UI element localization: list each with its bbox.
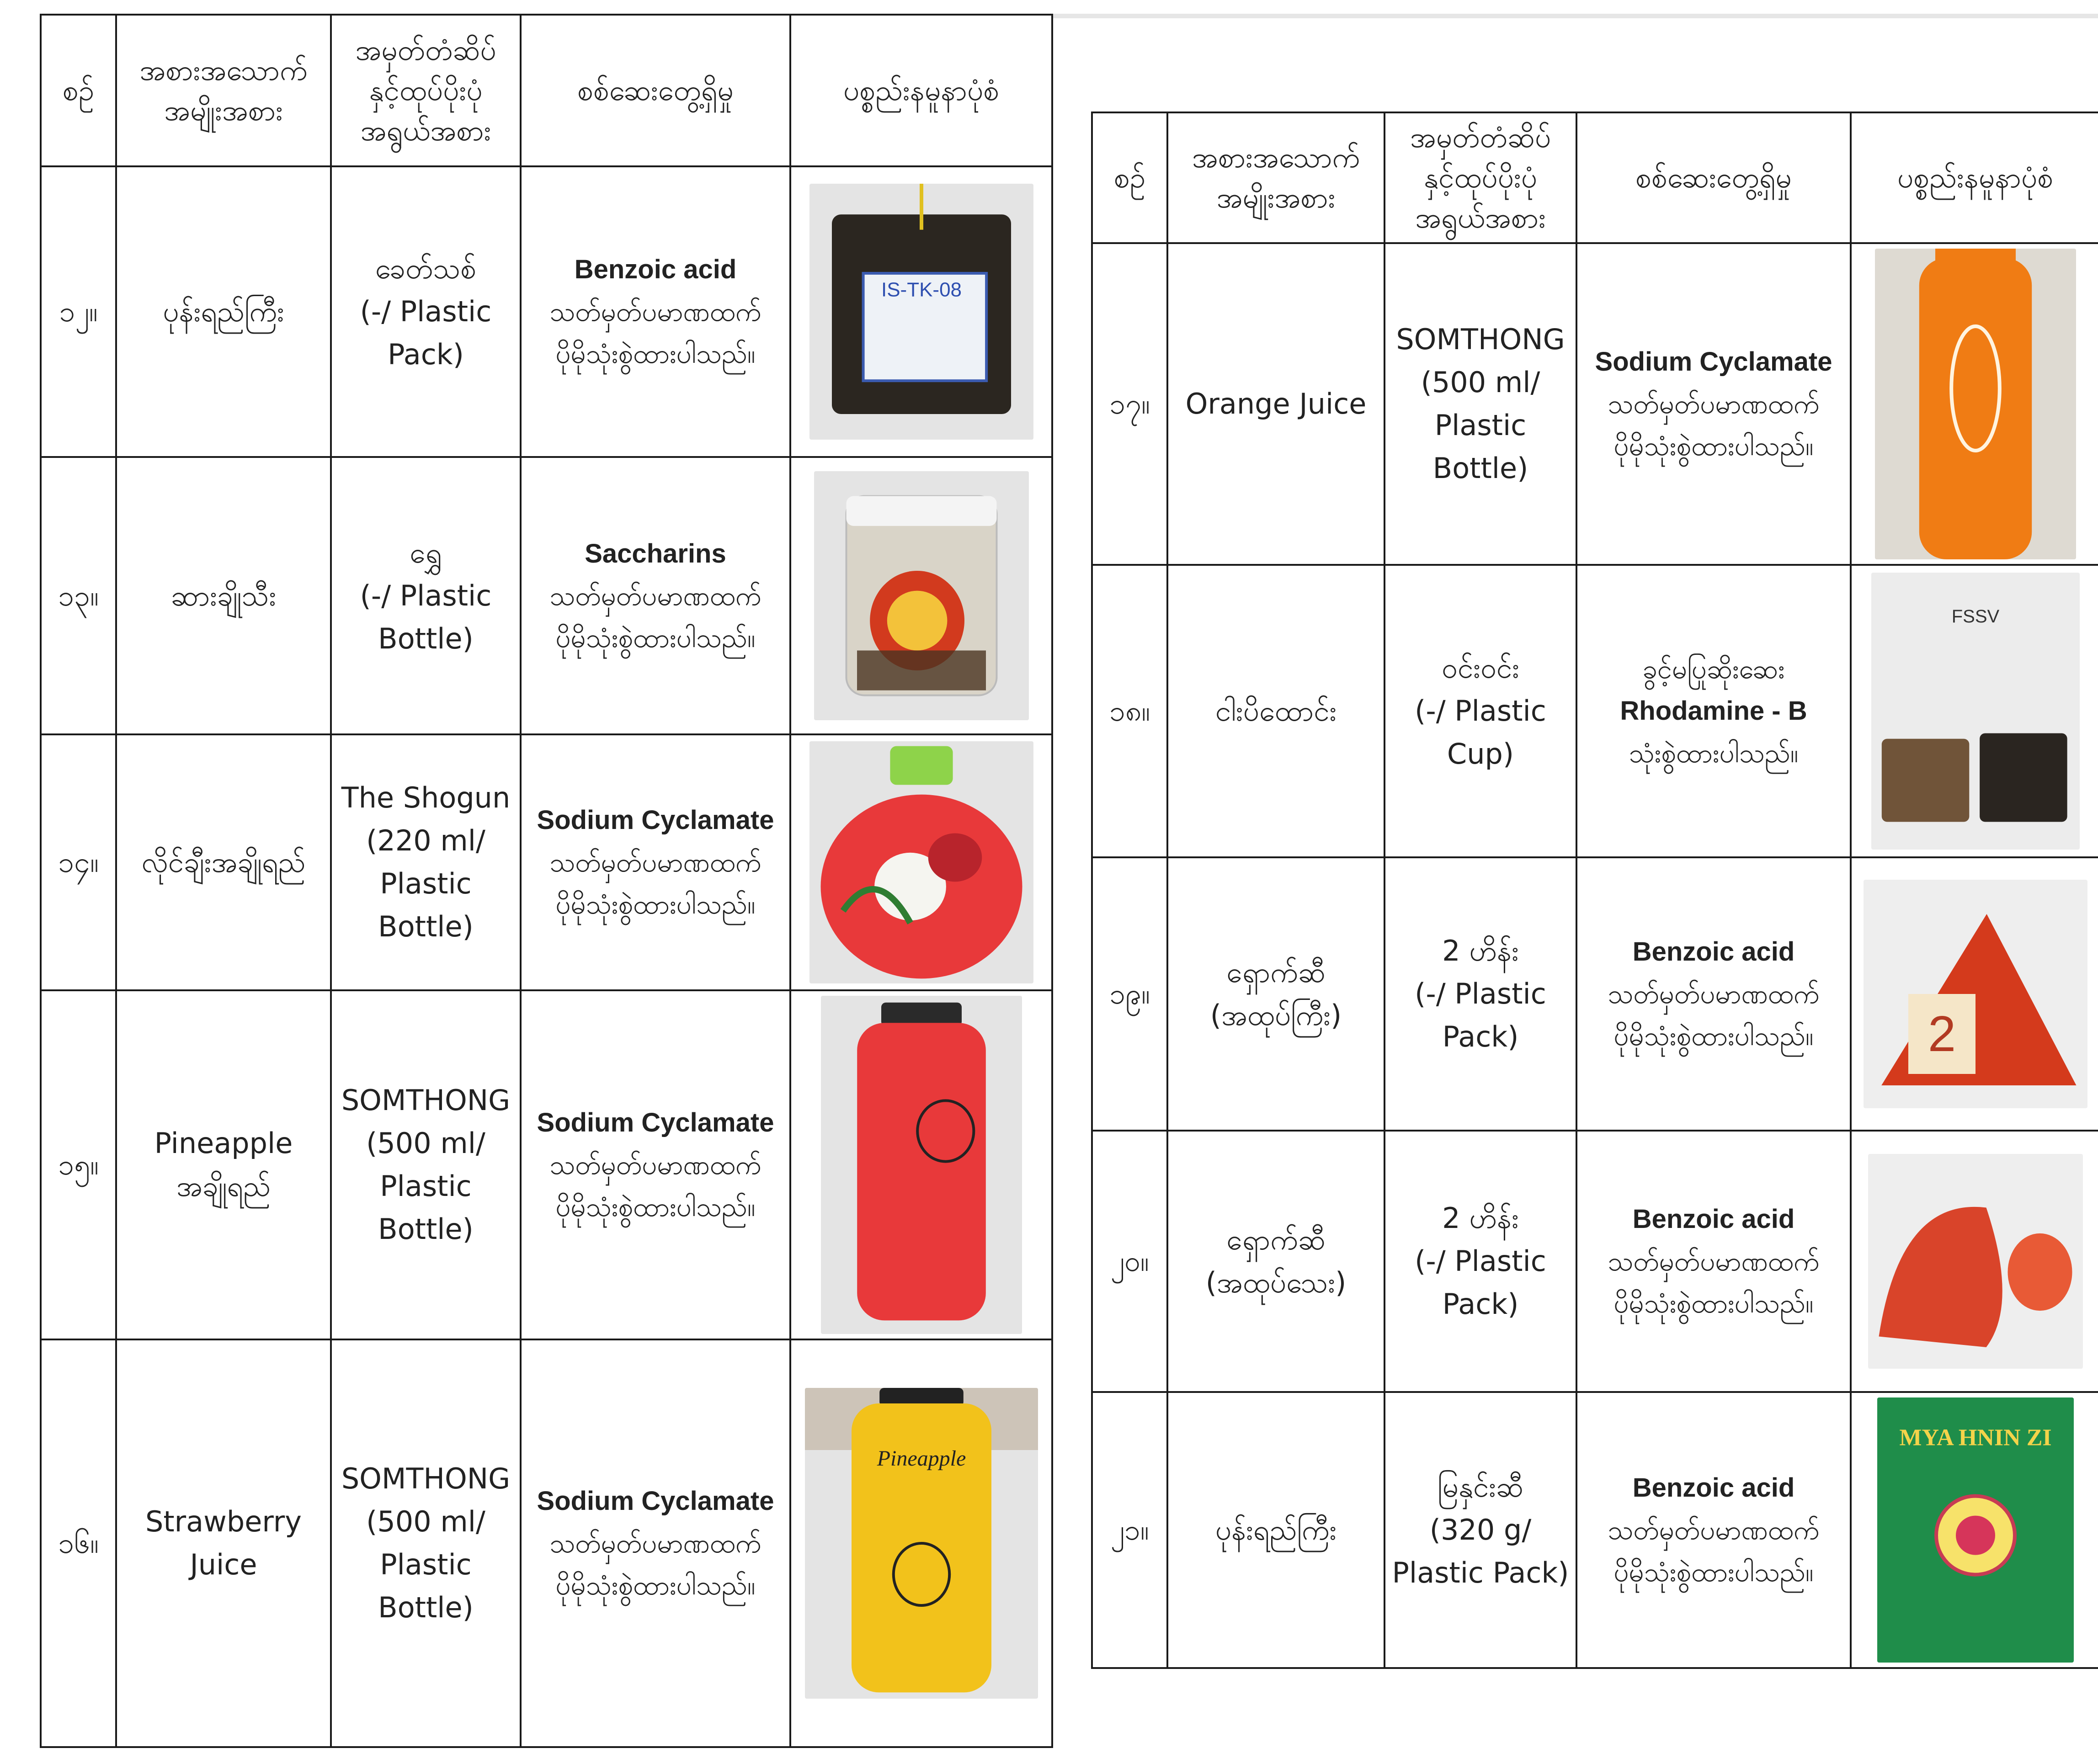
brand-pack-line: Plastic xyxy=(380,1169,472,1203)
finding-line: သတ်မှတ်ပမာဏထက် xyxy=(1608,978,1820,1010)
food-type-line: Orange Juice xyxy=(1185,387,1367,420)
food-type-line: ရှောက်ဆီ xyxy=(1226,1223,1326,1256)
header-photo: ပစ္စည်းနမူနာပုံစံ xyxy=(790,15,1052,166)
header-brand-pack: အမှတ်တံဆိပ် နှင့်ထုပ်ပိုးပုံ အရွယ်အစား xyxy=(1384,112,1576,243)
food-type-cell xyxy=(116,1339,331,1747)
finding-line: Benzoic acid xyxy=(1632,1473,1795,1503)
finding-line: သတ်မှတ်ပမာဏထက် xyxy=(1608,1514,1820,1546)
brand-pack-line: SOMTHONG xyxy=(341,1462,511,1495)
brand-pack-line: Pack) xyxy=(1442,1287,1519,1321)
food-type-cell xyxy=(1167,857,1384,1131)
brand-pack-line: (-/ Plastic xyxy=(360,579,492,612)
finding-cell xyxy=(521,457,790,734)
food-type-line: Juice xyxy=(190,1548,257,1581)
finding-line: သတ်မှတ်ပမာဏထက် xyxy=(549,847,761,878)
header-food-type: အစားအသောက် အမျိုးအစား xyxy=(116,15,331,166)
food-type-cell xyxy=(1167,243,1384,565)
finding-line: Rhodamine - B xyxy=(1620,696,1807,726)
product-photo xyxy=(1871,573,2080,850)
brand-pack-line: ရွှေ xyxy=(410,536,442,569)
table-row xyxy=(1092,243,2098,565)
product-photo xyxy=(809,741,1033,983)
brand-pack-line: Plastic xyxy=(380,867,472,900)
brand-pack-line: (220 ml/ xyxy=(366,824,485,857)
table-row xyxy=(41,734,1052,990)
finding-cell xyxy=(521,734,790,990)
food-type-cell xyxy=(1167,1392,1384,1668)
finding-line: ပိုမိုသုံးစွဲထားပါသည်။ xyxy=(555,1570,756,1601)
brand-pack-line: (-/ Plastic xyxy=(360,295,492,328)
row-number: ၂၁။ xyxy=(1092,1392,1167,1668)
finding-line: Benzoic acid xyxy=(574,255,737,284)
page-divider xyxy=(1051,14,2098,18)
brand-pack-line: မြနှင်းဆီ xyxy=(1438,1470,1523,1504)
finding-cell xyxy=(521,166,790,457)
brand-pack-cell xyxy=(331,990,521,1339)
brand-pack-line: (-/ Plastic xyxy=(1415,977,1546,1010)
table-row xyxy=(1092,1392,2098,1668)
food-type-cell xyxy=(1167,1131,1384,1392)
photo-cell xyxy=(1851,243,2098,565)
inspection-table-right xyxy=(1091,112,2098,1669)
finding-cell xyxy=(521,1339,790,1747)
brand-pack-line: The Shogun xyxy=(341,781,511,814)
brand-pack-cell xyxy=(1384,565,1576,857)
food-type-cell xyxy=(116,734,331,990)
finding-cell xyxy=(521,990,790,1339)
food-type-cell xyxy=(116,457,331,734)
product-photo xyxy=(1868,1154,2083,1369)
row-number: ၁၇။ xyxy=(1092,243,1167,565)
finding-line: သတ်မှတ်ပမာဏထက် xyxy=(1608,1246,1820,1277)
brand-pack-line: Plastic xyxy=(380,1548,472,1581)
finding-line: ပိုမိုသုံးစွဲထားပါသည်။ xyxy=(555,1191,756,1222)
product-photo xyxy=(1864,880,2087,1108)
product-photo xyxy=(809,184,1033,440)
table-header-row xyxy=(1092,112,2098,243)
finding-line: ပိုမိုသုံးစွဲထားပါသည်။ xyxy=(1613,430,1814,462)
food-type-line: လိုင်ချီးအချိုရည် xyxy=(141,845,306,879)
product-photo xyxy=(821,996,1022,1334)
brand-pack-line: Bottle) xyxy=(378,1591,474,1624)
photo-cell xyxy=(1851,565,2098,857)
finding-cell xyxy=(1576,243,1851,565)
product-photo xyxy=(1875,249,2076,559)
finding-line: သတ်မှတ်ပမာဏထက် xyxy=(549,1149,761,1180)
food-type-line: ပုန်းရည်ကြီး xyxy=(163,295,284,328)
finding-line: သတ်မှတ်ပမာဏထက် xyxy=(549,1528,761,1559)
brand-pack-cell xyxy=(1384,243,1576,565)
finding-line: ပိုမိုသုံးစွဲထားပါသည်။ xyxy=(555,622,756,654)
row-number: ၁၈။ xyxy=(1092,565,1167,857)
table-row xyxy=(41,1339,1052,1747)
product-photo xyxy=(805,1388,1038,1699)
finding-line: Sodium Cyclamate xyxy=(1595,347,1832,377)
finding-line: သတ်မှတ်ပမာဏထက် xyxy=(549,296,761,327)
brand-pack-line: 2 ဟိန်း xyxy=(1442,1201,1519,1235)
food-type-line: ပုန်းရည်ကြီး xyxy=(1215,1513,1337,1546)
row-number: ၁၆။ xyxy=(41,1339,116,1747)
svg-text:2: 2 xyxy=(1928,1006,1956,1062)
brand-pack-line: (320 g/ xyxy=(1429,1513,1532,1546)
photo-cell xyxy=(790,457,1052,734)
brand-pack-line: ခေတ်သစ် xyxy=(375,252,477,285)
brand-pack-line: Pack) xyxy=(388,338,464,371)
finding-line: သတ်မှတ်ပမာဏထက် xyxy=(1608,388,1820,420)
header-photo: ပစ္စည်းနမူနာပုံစံ xyxy=(1851,112,2098,243)
finding-line: Benzoic acid xyxy=(1632,1204,1795,1234)
brand-pack-line: (500 ml/ xyxy=(366,1505,485,1538)
photo-cell xyxy=(1851,857,2098,1131)
food-type-line: အချိုရည် xyxy=(176,1169,271,1203)
food-type-line: Pineapple xyxy=(154,1126,293,1160)
svg-text:FSSV: FSSV xyxy=(1951,606,1999,627)
product-photo xyxy=(1877,1397,2074,1663)
brand-pack-line: Bottle) xyxy=(378,622,474,655)
product-photo xyxy=(814,471,1029,720)
inspection-table-left xyxy=(40,14,1053,1748)
table-row xyxy=(41,990,1052,1339)
brand-pack-cell xyxy=(1384,1392,1576,1668)
finding-line: ခွင့်မပြုဆိုးဆေး xyxy=(1642,654,1785,685)
svg-text:Pineapple: Pineapple xyxy=(877,1446,966,1471)
brand-pack-line: Bottle) xyxy=(1432,452,1528,485)
brand-pack-line: Cup) xyxy=(1447,737,1514,770)
finding-cell xyxy=(1576,1392,1851,1668)
table-row xyxy=(1092,1131,2098,1392)
photo-cell xyxy=(1851,1392,2098,1668)
table-row xyxy=(41,166,1052,457)
row-number: ၁၅။ xyxy=(41,990,116,1339)
header-food-type: အစားအသောက် အမျိုးအစား xyxy=(1167,112,1384,243)
brand-pack-line: Bottle) xyxy=(378,910,474,943)
brand-pack-cell xyxy=(331,166,521,457)
row-number: ၁၂။ xyxy=(41,166,116,457)
finding-line: သုံးစွဲထားပါသည်။ xyxy=(1629,738,1799,769)
header-brand-pack: အမှတ်တံဆိပ် နှင့်ထုပ်ပိုးပုံ အရွယ်အစား xyxy=(331,15,521,166)
header-no: စဉ် xyxy=(1092,112,1167,243)
food-type-cell xyxy=(1167,565,1384,857)
finding-line: ပိုမိုသုံးစွဲထားပါသည်။ xyxy=(555,338,756,369)
brand-pack-line: (-/ Plastic xyxy=(1415,1244,1546,1278)
finding-line: Sodium Cyclamate xyxy=(537,1486,774,1516)
finding-cell xyxy=(1576,565,1851,857)
brand-pack-cell xyxy=(331,457,521,734)
finding-line: Sodium Cyclamate xyxy=(537,805,774,835)
brand-pack-line: ဝင်းဝင်း xyxy=(1442,651,1519,685)
food-type-line: Strawberry xyxy=(145,1505,302,1538)
food-type-line: (အထုပ်ကြီး) xyxy=(1210,999,1342,1032)
photo-cell xyxy=(790,166,1052,457)
finding-cell xyxy=(1576,857,1851,1131)
brand-pack-line: Pack) xyxy=(1442,1020,1519,1053)
brand-pack-line: Bottle) xyxy=(378,1212,474,1246)
table-row xyxy=(1092,857,2098,1131)
food-type-cell xyxy=(116,166,331,457)
finding-line: ပိုမိုသုံးစွဲထားပါသည်။ xyxy=(555,889,756,920)
finding-line: Saccharins xyxy=(585,538,726,569)
brand-pack-line: 2 ဟိန်း xyxy=(1442,934,1519,967)
svg-text:MYA HNIN ZI: MYA HNIN ZI xyxy=(1899,1424,2052,1451)
brand-pack-cell xyxy=(1384,857,1576,1131)
photo-cell xyxy=(1851,1131,2098,1392)
brand-pack-line: (-/ Plastic xyxy=(1415,694,1546,728)
header-finding: စစ်ဆေးတွေ့ရှိမှု xyxy=(1576,112,1851,243)
food-type-line: ဆားချိုသီး xyxy=(170,579,277,612)
photo-cell xyxy=(790,734,1052,990)
table-row xyxy=(41,457,1052,734)
brand-pack-cell xyxy=(331,734,521,990)
finding-cell xyxy=(1576,1131,1851,1392)
row-number: ၁၃။ xyxy=(41,457,116,734)
row-number: ၁၉။ xyxy=(1092,857,1167,1131)
brand-pack-line: Plastic Pack) xyxy=(1392,1556,1569,1589)
table-row xyxy=(1092,565,2098,857)
finding-line: ပိုမိုသုံးစွဲထားပါသည်။ xyxy=(1613,1557,1814,1588)
finding-line: ပိုမိုသုံးစွဲထားပါသည်။ xyxy=(1613,1288,1814,1319)
header-no: စဉ် xyxy=(41,15,116,166)
table-header-row xyxy=(41,15,1052,166)
food-type-line: ရှောက်ဆီ xyxy=(1226,956,1326,989)
brand-pack-line: Plastic xyxy=(1434,409,1527,442)
brand-pack-line: SOMTHONG xyxy=(1396,323,1565,356)
finding-line: Sodium Cyclamate xyxy=(537,1108,774,1137)
finding-line: Benzoic acid xyxy=(1632,937,1795,967)
food-type-cell xyxy=(116,990,331,1339)
brand-pack-cell xyxy=(331,1339,521,1747)
finding-line: သတ်မှတ်ပမာဏထက် xyxy=(549,580,761,611)
brand-pack-line: (500 ml/ xyxy=(366,1126,485,1160)
row-number: ၂၀။ xyxy=(1092,1131,1167,1392)
food-type-line: (အထုပ်သေး) xyxy=(1205,1266,1347,1299)
finding-line: ပိုမိုသုံးစွဲထားပါသည်။ xyxy=(1613,1020,1814,1052)
food-type-line: ငါးပိထောင်း xyxy=(1215,694,1337,728)
svg-text:IS-TK-08: IS-TK-08 xyxy=(881,278,962,301)
brand-pack-line: (500 ml/ xyxy=(1421,366,1540,399)
photo-cell xyxy=(790,990,1052,1339)
brand-pack-cell xyxy=(1384,1131,1576,1392)
row-number: ၁၄။ xyxy=(41,734,116,990)
brand-pack-line: SOMTHONG xyxy=(341,1084,511,1117)
photo-cell xyxy=(790,1339,1052,1747)
header-finding: စစ်ဆေးတွေ့ရှိမှု xyxy=(521,15,790,166)
